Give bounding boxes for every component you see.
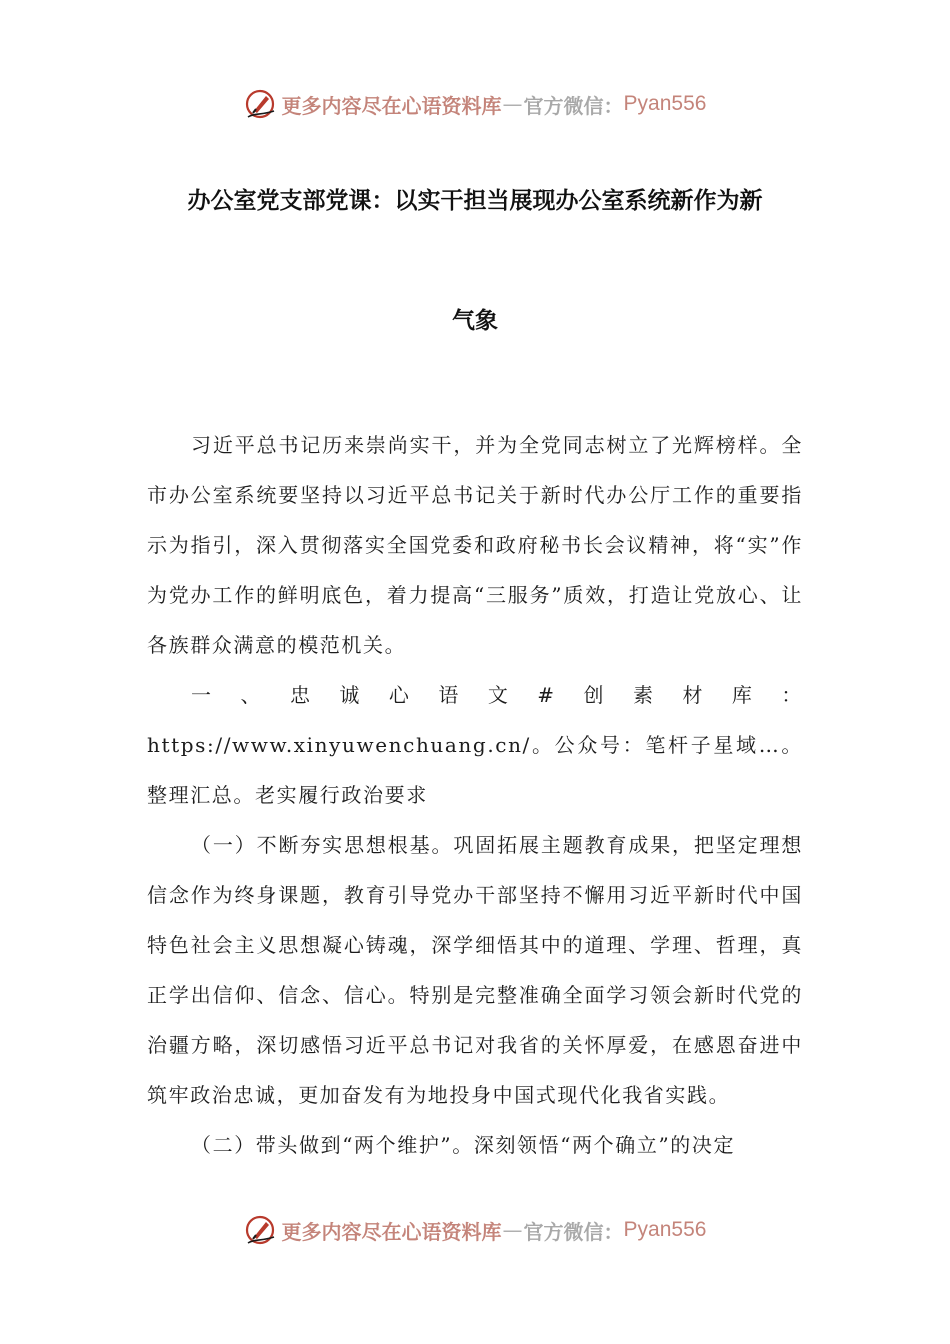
document-title-line-1: 办公室党支部党课：以实干担当展现办公室系统新作为新 [187, 188, 763, 214]
watermark-separator: — [502, 92, 523, 116]
watermark-wechat-id: Pyan556 [623, 92, 707, 115]
document-body [147, 420, 803, 1170]
brand-logo-icon [244, 87, 278, 121]
watermark-official-label: 官方微信： [523, 1219, 624, 1244]
watermark-brand-text: 更多内容尽在心语资料库 [281, 1219, 502, 1244]
watermark-wechat-id: Pyan556 [623, 1218, 707, 1241]
watermark-separator: — [502, 1218, 523, 1242]
footer-watermark-banner [0, 1210, 950, 1250]
paragraph-subsection-2: （二）带头做到“两个维护”。深刻领悟“两个确立”的决定 [191, 1133, 736, 1157]
watermark-brand-text: 更多内容尽在心语资料库 [281, 93, 502, 118]
paragraph-subsection-1: （一）不断夯实思想根基。巩固拓展主题教育成果，把坚定理想信念作为终身课题，教育引导党办干部坚持不懈用习近平新时代中国特色社会主义思想凝心铸魂，深学细悟其中的道理、学理、哲理，真正学出信仰、信念、信心。特别是完整准确全面学习领会新时代党的治疆方略，深切感悟习近平总书记对我省的关怀厚爱，在感恩奋进中筑牢政治忠诚，更加奋发有为地投身中国式现代化我省实践。 [147, 833, 803, 1107]
paragraph-intro: 习近平总书记历来崇尚实干，并为全党同志树立了光辉榜样。全市办公室系统要坚持以习近平总书记关于新时代办公厅工作的重要指示为指引，深入贯彻落实全国党委和政府秘书长会议精神，将“实”作为党办工作的鲜明底色，着力提高“三服务”质效，打造让党放心、让各族群众满意的模范机关。 [147, 433, 803, 657]
watermark-official-label: 官方微信： [523, 93, 624, 118]
document-title-line-2: 气象 [452, 308, 498, 334]
header-watermark-banner [0, 84, 950, 124]
paragraph-section-1-heading: 一、忠诚心语文#创素材库：https://www.xinyuwenchuang.cn/。公众号：笔杆子星域…。整理汇总。老实履行政治要求 [147, 683, 803, 807]
brand-logo-icon [244, 1213, 278, 1247]
